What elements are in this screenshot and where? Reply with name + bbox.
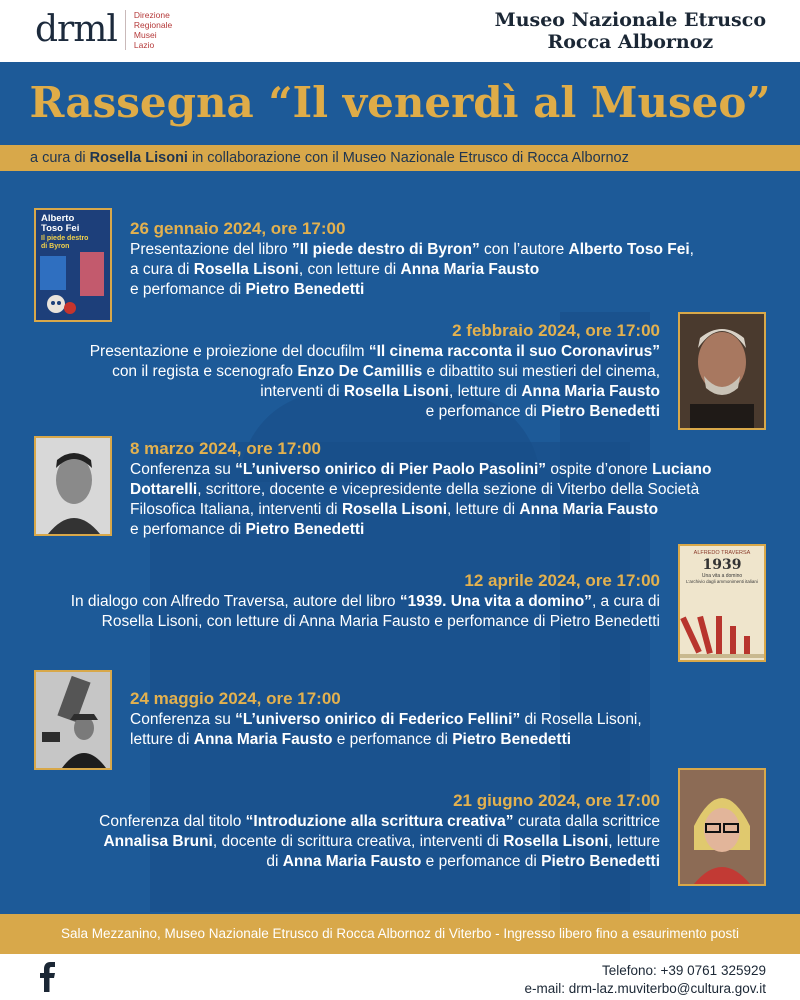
event-line <box>20 812 660 832</box>
event-description <box>20 592 660 632</box>
book-cover-text <box>36 210 110 255</box>
event-1 <box>130 218 750 300</box>
event-line <box>20 612 660 632</box>
event-description <box>130 460 770 540</box>
highlight-text: ”Il piede destro di Byron” <box>292 241 480 258</box>
event-text: , letture di <box>447 501 520 518</box>
logo-line: Regionale <box>133 20 173 30</box>
event-line <box>130 730 750 750</box>
event-date: 26 gennaio 2024, ore 17:00 <box>130 219 346 238</box>
book-cover-1939 <box>678 544 766 662</box>
highlight-text: “L’universo onirico di Pier Paolo Pasolini” <box>235 461 547 478</box>
event-text: Presentazione del libro <box>130 241 292 258</box>
event-text: Rosella Lisoni, con letture di Anna Maria Fausto e perfomance di Pietro Benedetti <box>101 613 660 630</box>
curator-name: Rosella Lisoni <box>89 150 188 166</box>
book-title: di Byron <box>41 243 70 250</box>
highlight-text: Dottarelli <box>130 481 198 498</box>
event-text: e perfomance di <box>130 521 246 538</box>
portrait-illustration <box>36 672 110 768</box>
event-text: , <box>689 241 694 258</box>
event-text: , docente di scrittura creativa, interventi di <box>212 833 504 850</box>
event-line <box>20 852 660 872</box>
photo-pasolini <box>34 436 112 536</box>
event-2 <box>30 320 660 422</box>
event-text: , scrittore, docente e vicepresidente della sezione di Viterbo della Società <box>197 481 700 498</box>
footer <box>0 954 800 1000</box>
page-title: Rassegna “Il venerdì al Museo” <box>29 78 771 127</box>
header <box>0 0 800 62</box>
logo-text <box>134 10 172 50</box>
book-title: 1939 <box>702 557 742 573</box>
highlight-text: Anna Maria Fausto <box>193 731 333 748</box>
book-author: Toso Fei <box>41 223 80 234</box>
event-text: ospite d’onore <box>546 461 653 478</box>
highlight-text: Pietro Benedetti <box>541 853 660 870</box>
event-line <box>20 592 660 612</box>
curator-bar <box>0 145 800 171</box>
highlight-text: Rosella Lisoni <box>503 833 609 850</box>
event-line <box>30 342 660 362</box>
highlight-text: Rosella Lisoni <box>193 261 299 278</box>
portrait-illustration <box>680 770 764 884</box>
photo-enzo-de-camillis <box>678 312 766 430</box>
email-link[interactable]: e-mail: drm-laz.muviterbo@cultura.gov.it <box>524 981 766 996</box>
event-text: Presentazione e proiezione del docufilm <box>89 343 369 360</box>
event-line <box>130 500 770 520</box>
event-line <box>130 480 770 500</box>
event-line <box>130 520 770 540</box>
event-text: e perfomance di <box>332 731 453 748</box>
highlight-text: Rosella Lisoni <box>343 383 449 400</box>
highlight-text: “L’universo onirico di Federico Fellini” <box>235 711 521 728</box>
domino-illustration <box>680 598 764 658</box>
book-cover-illustration <box>36 250 110 320</box>
event-date: 24 maggio 2024, ore 17:00 <box>130 689 341 708</box>
event-description <box>130 240 750 300</box>
event-text: , letture <box>608 833 660 850</box>
event-text: con il regista e scenografo <box>112 363 298 380</box>
highlight-text: Anna Maria Fausto <box>521 383 660 400</box>
event-text: , letture di <box>448 383 522 400</box>
book-subtitle: Una vita a domino <box>701 573 743 579</box>
event-date: 21 giugno 2024, ore 17:00 <box>453 791 660 810</box>
logo-line: Lazio <box>133 40 155 50</box>
curator-prefix: a cura di <box>30 150 90 166</box>
event-text: e perfomance di <box>421 853 542 870</box>
highlight-text: Enzo De Camillis <box>297 363 423 380</box>
book-blurb: L’archivio dagli ammonimenti italiani <box>686 579 758 584</box>
event-line <box>30 362 660 382</box>
event-3 <box>130 438 770 540</box>
event-line <box>30 402 660 422</box>
logo-divider <box>125 10 126 50</box>
event-text: letture di <box>130 731 194 748</box>
facebook-icon[interactable] <box>38 962 58 992</box>
event-line <box>130 710 750 730</box>
book-title: Il piede destro <box>41 235 89 242</box>
contacts <box>524 962 766 998</box>
portrait-illustration <box>680 314 764 428</box>
logo-line: Direzione <box>133 10 170 20</box>
book-author: ALFREDO TRAVERSA <box>693 550 751 556</box>
highlight-text: Pietro Benedetti <box>245 521 365 538</box>
museum-name-line1: Museo Nazionale Etrusco <box>494 9 766 31</box>
event-text: e perfomance di <box>425 403 542 420</box>
drml-logo[interactable] <box>35 10 172 50</box>
event-description <box>20 812 660 872</box>
event-line <box>130 260 750 280</box>
highlight-text: Pietro Benedetti <box>541 403 660 420</box>
highlight-text: Pietro Benedetti <box>452 731 572 748</box>
event-text: In dialogo con Alfredo Traversa, autore del libro <box>70 593 400 610</box>
event-description <box>130 710 750 750</box>
event-line <box>130 240 750 260</box>
portrait-illustration <box>36 438 110 534</box>
book-cover-byron <box>34 208 112 322</box>
photo-fellini <box>34 670 112 770</box>
book-author: Alberto <box>41 213 75 224</box>
event-text: , a cura di <box>591 593 660 610</box>
highlight-text: Anna Maria Fausto <box>519 501 659 518</box>
museum-name <box>495 9 766 53</box>
event-line <box>30 382 660 402</box>
event-text: Conferenza su <box>130 461 236 478</box>
event-text: di Rosella Lisoni, <box>520 711 642 728</box>
event-6 <box>20 790 660 872</box>
event-text: Conferenza dal titolo <box>99 813 246 830</box>
highlight-text: “1939. Una vita a domino” <box>399 593 592 610</box>
event-5 <box>130 688 750 750</box>
event-text: Filosofica Italiana, interventi di <box>130 501 342 518</box>
venue-bar: Sala Mezzanino, Museo Nazionale Etrusco di Rocca Albornoz di Viterbo - Ingresso libero fino a esaurimento posti <box>0 914 800 954</box>
highlight-text: “Introduzione alla scrittura creativa” <box>245 813 514 830</box>
event-text: e perfomance di <box>130 281 246 298</box>
event-text: con l’autore <box>479 241 569 258</box>
highlight-text: Anna Maria Fausto <box>400 261 540 278</box>
highlight-text: Rosella Lisoni <box>341 501 448 518</box>
event-date: 2 febbraio 2024, ore 17:00 <box>452 321 660 340</box>
event-description <box>30 342 660 422</box>
logo-line: Musei <box>133 30 157 40</box>
event-text: di <box>266 853 283 870</box>
event-date: 8 marzo 2024, ore 17:00 <box>130 439 321 458</box>
museum-name-line2: Rocca Albornoz <box>547 31 714 53</box>
event-text: e dibattito sui mestieri del cinema, <box>422 363 660 380</box>
event-text: Conferenza su <box>130 711 236 728</box>
book-cover-text <box>680 546 764 589</box>
highlight-text: Annalisa Bruni <box>103 833 213 850</box>
event-4 <box>20 570 660 632</box>
event-text: interventi di <box>260 383 344 400</box>
event-date: 12 aprile 2024, ore 17:00 <box>464 571 660 590</box>
event-text: , con letture di <box>298 261 401 278</box>
event-line <box>130 280 750 300</box>
event-line <box>130 460 770 480</box>
highlight-text: “Il cinema racconta il suo Coronavirus” <box>368 343 660 360</box>
event-line <box>20 832 660 852</box>
highlight-text: Alberto Toso Fei <box>568 241 690 258</box>
photo-annalisa-bruni <box>678 768 766 886</box>
phone: Telefono: +39 0761 325929 <box>601 963 766 978</box>
event-text: curata dalla scrittrice <box>513 813 660 830</box>
curator-suffix: in collaborazione con il Museo Nazionale Etrusco di Rocca Albornoz <box>187 150 629 166</box>
highlight-text: Anna Maria Fausto <box>282 853 422 870</box>
highlight-text: Pietro Benedetti <box>245 281 365 298</box>
poster-body <box>0 62 800 914</box>
highlight-text: Luciano <box>652 461 712 478</box>
logo-mark: drml <box>35 9 117 50</box>
event-text: a cura di <box>130 261 194 278</box>
